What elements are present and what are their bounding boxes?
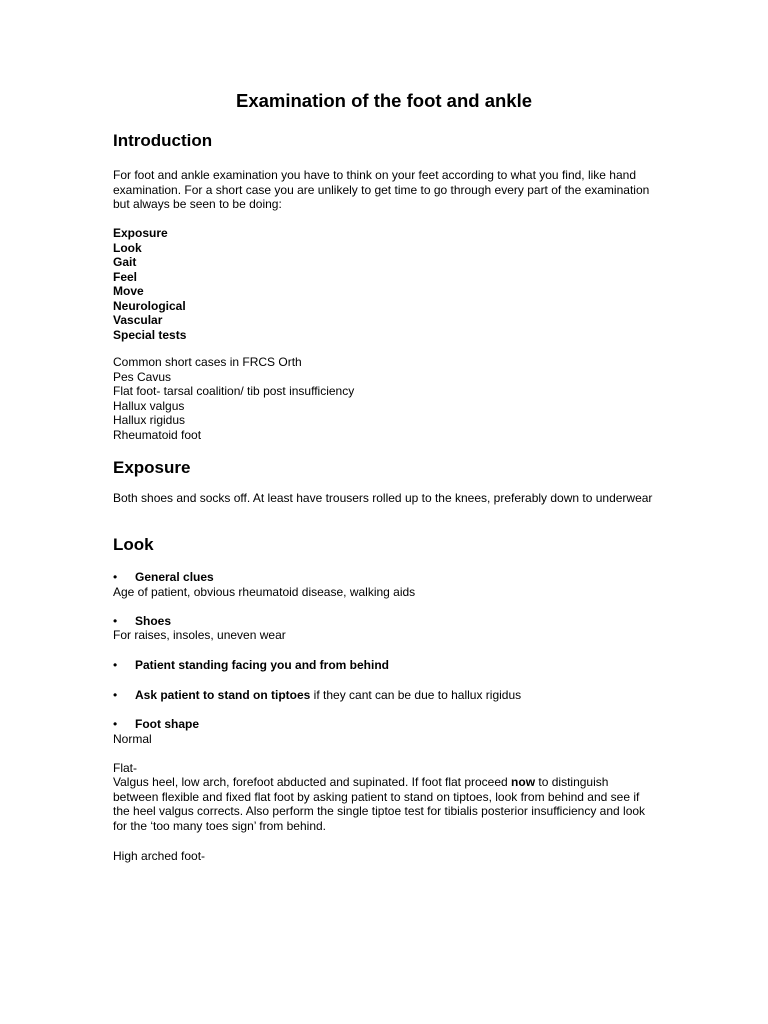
cases-heading: Common short cases in FRCS Orth — [113, 355, 302, 369]
tiptoes-label: Ask patient to stand on tiptoes — [135, 688, 311, 702]
standing-label: Patient standing facing you and from behind — [135, 658, 390, 672]
case-item: Rheumatoid foot — [113, 427, 202, 442]
flat-foot-paragraph — [113, 775, 653, 833]
exposure-heading: Exposure — [113, 458, 191, 477]
shoes-text: For raises, insoles, uneven wear — [113, 628, 286, 642]
document-title: Examination of the foot and ankle — [235, 90, 533, 111]
bullet-dot: • — [113, 614, 118, 628]
case-item: Hallux valgus — [113, 398, 185, 413]
introduction-paragraph: For foot and ankle examination you have to think on your feet according to what you find, like hand examination. For a short case you are unlikely to get time to go through every part of the examination but always be seen to be doing: — [113, 168, 650, 211]
examination-steps-list — [113, 226, 186, 342]
general-clues-label: General clues — [135, 570, 214, 584]
step-look: Look — [113, 240, 142, 255]
bullet-standing — [113, 658, 389, 673]
step-vascular: Vascular — [113, 313, 163, 327]
foot-shape-label: Foot shape — [135, 717, 200, 731]
general-clues-text: Age of patient, obvious rheumatoid disease, walking aids — [113, 585, 416, 599]
flat-foot-text-2: to distinguish between flexible and fixed flat foot by asking patient to stand on tiptoes, look from behind and see if the heel valgus corrects. Also perform the single tiptoe test for tibialis posterior insufficiency and look for the ‘too many toes sign’ from behind. — [113, 775, 646, 833]
bullet-general-clues — [113, 570, 214, 585]
bullet-tiptoes — [113, 688, 521, 703]
bullet-dot: • — [113, 688, 118, 702]
bullet-dot: • — [113, 570, 118, 584]
case-item: Pes Cavus — [113, 369, 172, 384]
flat-foot-text-1: Valgus heel, low arch, forefoot abducted and supinated. If foot flat proceed — [113, 775, 512, 789]
foot-shape-normal: Normal — [113, 732, 152, 746]
case-item: Flat foot- tarsal coalition/ tib post insufficiency — [113, 384, 355, 398]
step-exposure: Exposure — [113, 226, 168, 240]
bullet-dot: • — [113, 658, 118, 672]
flat-foot-text-now: now — [511, 775, 536, 789]
shoes-label: Shoes — [135, 614, 172, 628]
step-gait: Gait — [113, 255, 137, 269]
tiptoes-text: if they cant can be due to hallux rigidus — [310, 688, 522, 702]
high-arched-foot-heading: High arched foot- — [113, 849, 206, 863]
flat-foot-heading: Flat- — [113, 761, 137, 775]
step-neurological: Neurological — [113, 298, 186, 313]
bullet-shoes — [113, 614, 171, 629]
introduction-heading: Introduction — [113, 131, 213, 150]
look-heading: Look — [113, 535, 154, 554]
exposure-paragraph: Both shoes and socks off. At least have trousers rolled up to the knees, preferably down to underwear — [113, 491, 653, 505]
bullet-dot: • — [113, 717, 118, 731]
common-cases-list — [113, 355, 354, 442]
step-feel: Feel — [113, 269, 138, 284]
bullet-foot-shape — [113, 717, 199, 732]
step-move: Move — [113, 284, 144, 298]
step-special-tests: Special tests — [113, 327, 187, 342]
case-item: Hallux rigidus — [113, 413, 186, 427]
